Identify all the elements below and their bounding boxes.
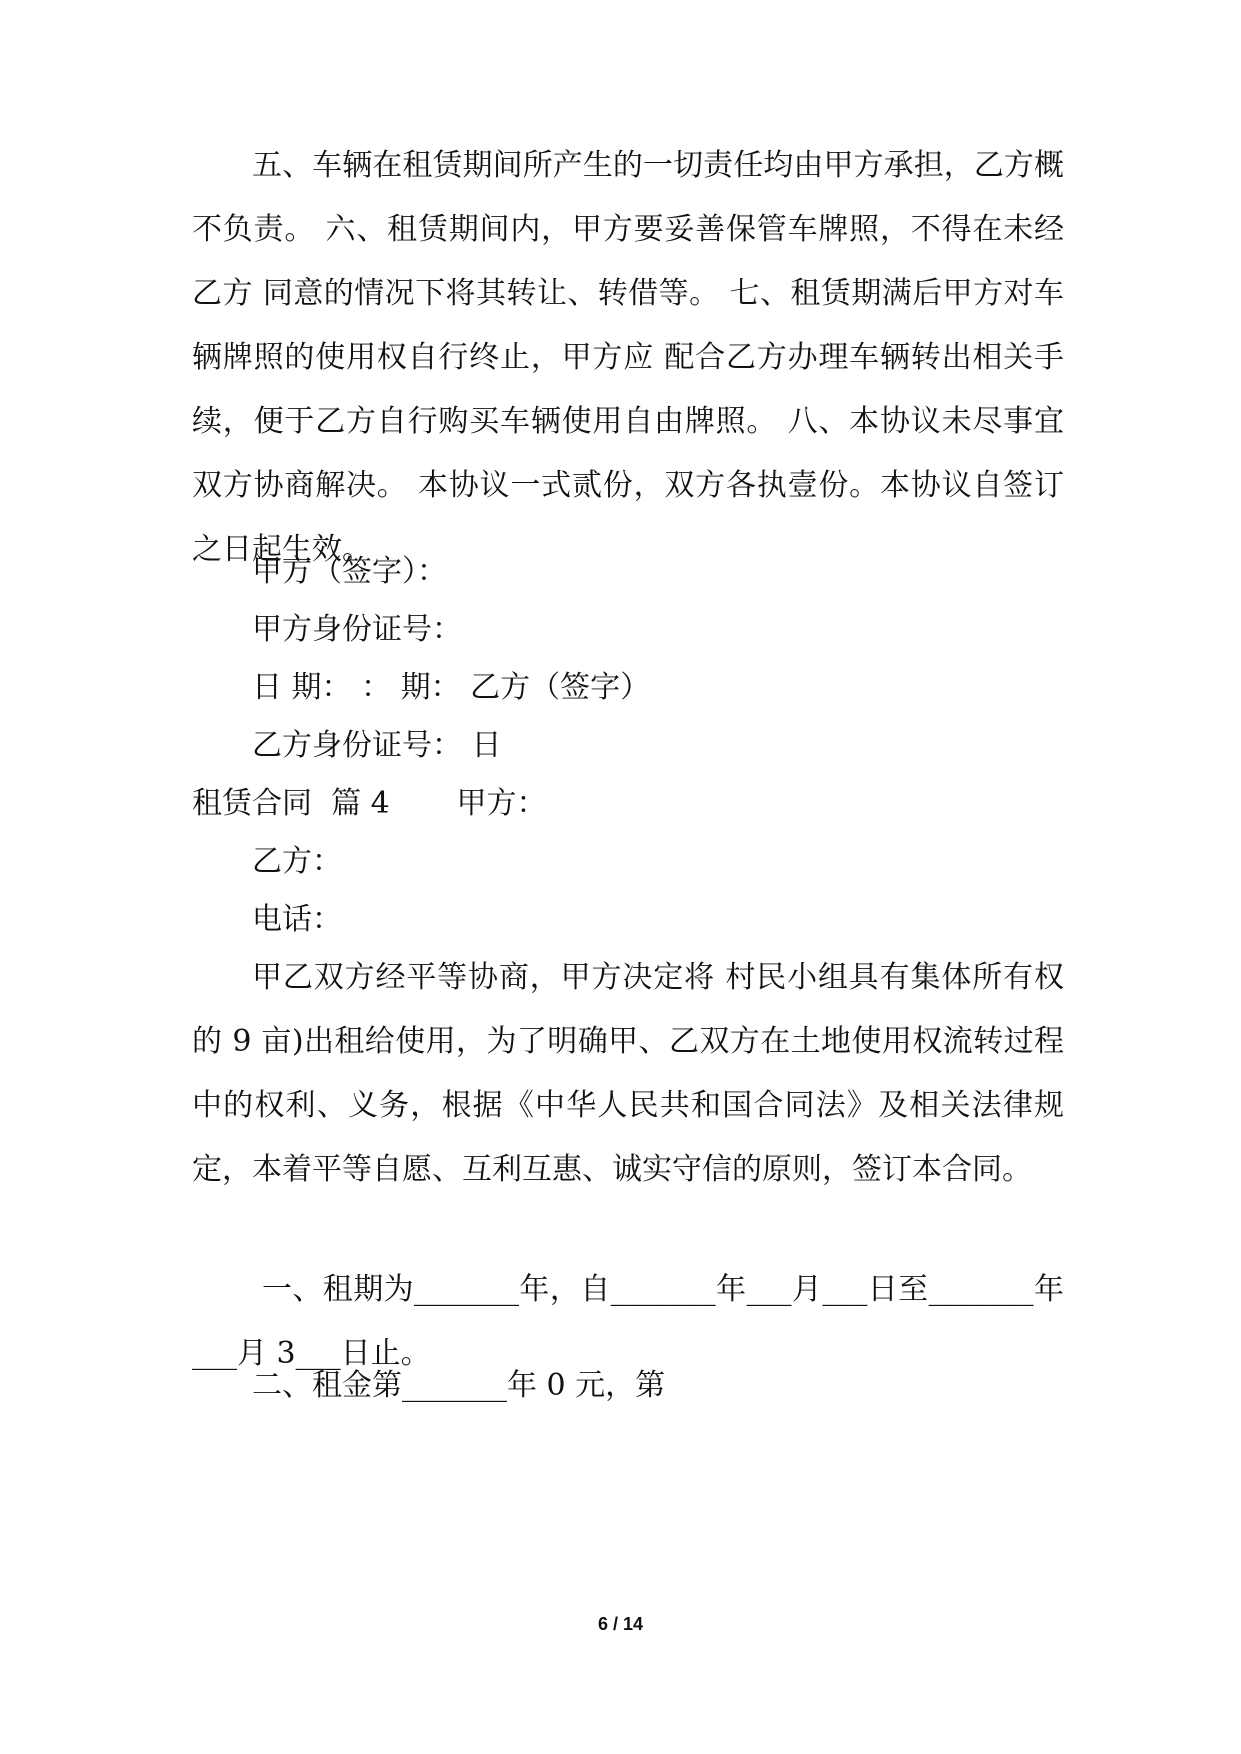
party-b-line: 乙方： — [252, 844, 342, 879]
party-b-id-line: 乙方身份证号： 日 — [252, 728, 502, 763]
contract-heading: 租赁合同 篇 4 甲方： — [192, 786, 547, 821]
clause-lease-term: 一、租期为_______年，自_______年___月___日至_______年___月 3___日止。 — [192, 1272, 1064, 1371]
page-number: 6 / 14 — [597, 1614, 644, 1634]
date-signature-line: 日 期： ： 期： 乙方（签字） — [252, 670, 651, 705]
contract-intro-paragraph: 甲乙双方经平等协商，甲方决定将 村民小组具有集体所有权的 9 亩)出租给使用，为了明确甲、乙双方在土地使用权流转过程中的权利、义务，根据《中华人民共和国合同法》及相关法律规定，本着平等自愿、互利互惠、诚实守信的原则，签订本合同。 — [192, 960, 1064, 1187]
phone-line: 电话： — [252, 902, 342, 937]
contract-terms-paragraph: 五、车辆在租赁期间所产生的一切责任均由甲方承担，乙方概不负责。 六、租赁期间内，甲方要妥善保管车牌照，不得在未经乙方 同意的情况下将其转让、转借等。 七、租赁期满后甲方对车辆牌照的使用权自行终止，甲方应 配合乙方办理车辆转出相关手续，便于乙方自行购买车辆使用自由牌照。 八、本协议未尽事宜双方协商解决。 本协议一式贰份，双方各执壹份。本协议自签订之日起生效。 — [192, 148, 1064, 567]
party-a-id-line: 甲方身份证号： — [252, 612, 462, 647]
clause-rent: 二、租金第_______年 0 元，第 — [252, 1368, 666, 1403]
party-a-signature-line: 甲方（签字）： — [252, 554, 447, 589]
